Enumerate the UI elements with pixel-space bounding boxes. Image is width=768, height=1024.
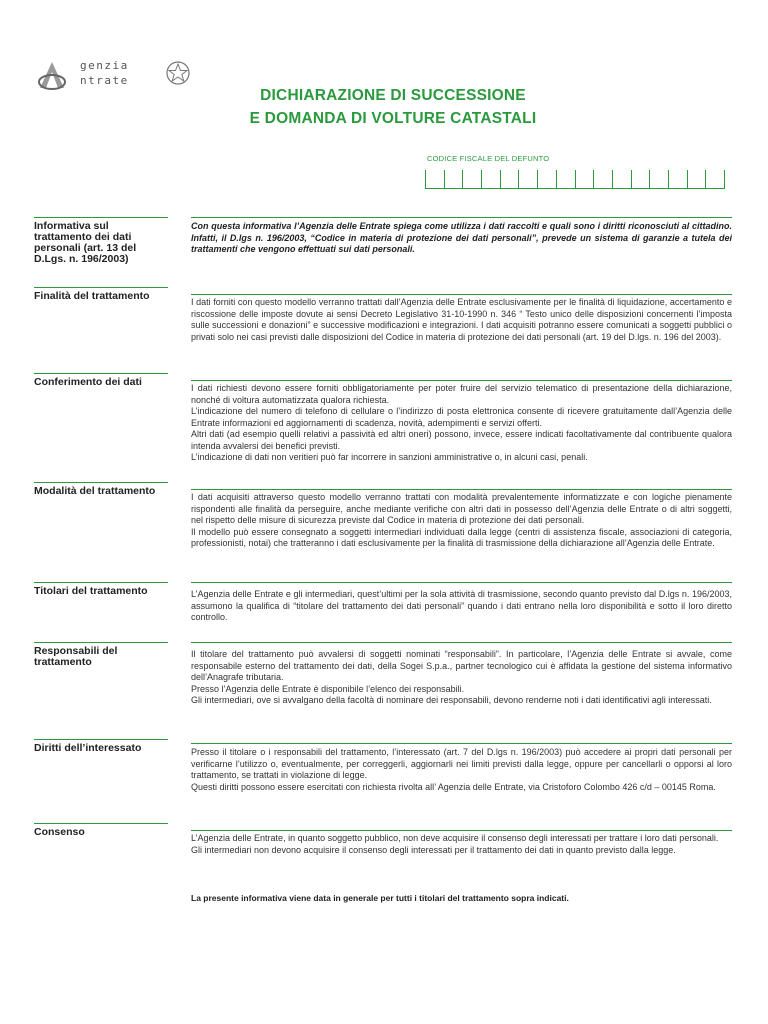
codice-fiscale-char-box[interactable] <box>500 170 519 188</box>
section-divider-left <box>34 287 168 288</box>
section-divider-right <box>191 489 732 490</box>
codice-fiscale-label: CODICE FISCALE DEL DEFUNTO <box>427 154 550 163</box>
section-heading: Diritti dell’interessato <box>34 742 142 754</box>
codice-fiscale-char-box[interactable] <box>518 170 537 188</box>
codice-fiscale-input[interactable] <box>425 170 725 189</box>
section-divider-right <box>191 582 732 583</box>
codice-fiscale-char-box[interactable] <box>649 170 668 188</box>
section-heading: Conferimento dei dati <box>34 376 142 388</box>
section-heading: Consenso <box>34 826 85 838</box>
section-divider-right <box>191 642 732 643</box>
section-divider-left <box>34 739 168 740</box>
codice-fiscale-char-box[interactable] <box>556 170 575 188</box>
section-divider-left <box>34 823 168 824</box>
section-divider-right <box>191 380 732 381</box>
codice-fiscale-char-box[interactable] <box>462 170 481 188</box>
codice-fiscale-char-box[interactable] <box>612 170 631 188</box>
codice-fiscale-char-box[interactable] <box>705 170 725 188</box>
codice-fiscale-char-box[interactable] <box>444 170 463 188</box>
section-paragraph: Presso il titolare o i responsabili del trattamento, l’interessato (art. 7 del D.lgs n. 196/2003) può accedere ai propri dati personali per verificarne l’utilizzo o, eventualmente, per correggerli, aggiornarli nei limiti previsti dalla legge, oppure per cancellarli o opporsi al loro trattamento, se trattati in violazione di legge. <box>191 747 732 780</box>
title-line-2: E DOMANDA DI VOLTURE CATASTALI <box>249 110 537 127</box>
section-body <box>191 589 732 624</box>
section-paragraph: L’indicazione di dati non veritieri può far incorrere in sanzioni amministrative o, in alcuni casi, penali. <box>191 452 588 462</box>
section-divider-left <box>34 642 168 643</box>
codice-fiscale-char-box[interactable] <box>425 170 444 188</box>
section-paragraph: L’indicazione del numero di telefono di cellulare o l’indirizzo di posta elettronica consente di ricevere gratuitamente dall’Agenzia delle Entrate informazioni ed aggiornamenti di scadenza, novità, adempimenti e servizi offerti. <box>191 406 732 428</box>
section-body <box>191 747 732 793</box>
document-title <box>0 84 768 130</box>
title-line-1: DICHIARAZIONE DI SUCCESSIONE <box>260 87 526 104</box>
section-paragraph: Il titolare del trattamento può avvalersi di soggetti nominati “responsabili”. In particolare, l’Agenzia delle Entrate si avvale, come responsabile esterno del trattamento dei dati, della Sogei S.p.a., partner tecnologico cui è affidata la gestione del sistema informativo dell’Anagrafe tributaria. <box>191 649 732 682</box>
republic-seal-icon <box>165 60 191 86</box>
section-paragraph: Il modello può essere consegnato a soggetti intermediari individuati dalla legge (centri di assistenza fiscale, associazioni di categoria, professionisti, notai) che tratteranno i dati esclusivamente per la finalità di trasmissione della dichiarazione all’Agenzia delle Entrate. <box>191 526 732 548</box>
section-paragraph: I dati richiesti devono essere forniti obbligatoriamente per poter fruire del servizio telematico di presentazione della dichiarazione, nonché di voltura automatizzata qualora richiesta. <box>191 383 732 405</box>
section-heading: Modalità del trattamento <box>34 485 156 497</box>
section-body <box>191 383 732 464</box>
section-divider-right <box>191 830 732 831</box>
logo-line-2: ntrate <box>80 74 129 87</box>
section-heading: Informativa sul trattamento dei dati personali (art. 13 del D.Lgs. n. 196/2003) <box>34 220 137 265</box>
section-divider-right <box>191 294 732 295</box>
codice-fiscale-char-box[interactable] <box>593 170 612 188</box>
section-divider-right <box>191 217 732 218</box>
section-divider-left <box>34 373 168 374</box>
section-paragraph: Presso l’Agenzia delle Entrate è disponibile l’elenco dei responsabili. <box>191 683 465 694</box>
section-divider-left <box>34 217 168 218</box>
section-paragraph: I dati acquisiti attraverso questo modello verranno trattati con modalità prevalentemente informatizzate e con logiche pienamente rispondenti alle finalità da perseguire, anche mediante verifiche con altri dati in possesso dell’Agenzia delle Entrate o di altri soggetti, nel rispetto delle misure di sicurezza previste dal Codice in materia di protezione dei dati personali. <box>191 492 732 525</box>
section-body <box>191 649 732 707</box>
section-heading: Titolari del trattamento <box>34 585 148 597</box>
section-paragraph: L’Agenzia delle Entrate e gli intermediari, quest’ultimi per la sola attività di trasmissione, secondo quanto previsto dal D.lgs n. 196/2003, assumono la qualifica di “titolare del trattamento dei dati personali” quando i dati entrano nella loro disponibilità e sotto il loro diretto controllo. <box>191 589 732 622</box>
section-body <box>191 492 732 550</box>
codice-fiscale-char-box[interactable] <box>631 170 650 188</box>
section-paragraph: I dati forniti con questo modello verranno trattati dall’Agenzia delle Entrate esclusivamente per le finalità di liquidazione, accertamento e riscossione delle imposte dovute ai sensi Decreto Legislativo 31-10-1990 n. 346 “ Testo unico delle disposizioni concernenti l’imposta sulle successioni e donazioni” e successive modificazioni e integrazioni. I dati acquisiti potranno essere comunicati a soggetti pubblici o privati solo nei casi previsti dalle disposizioni del Codice in materia di protezione dei dati personali (art. 19 del D.lgs. n. 196 del 2003). <box>191 297 732 342</box>
section-divider-left <box>34 582 168 583</box>
codice-fiscale-char-box[interactable] <box>668 170 687 188</box>
closing-note: La presente informativa viene data in generale per tutti i titolari del trattamento sopra indicati. <box>191 893 569 903</box>
codice-fiscale-char-box[interactable] <box>481 170 500 188</box>
section-paragraph: Gli intermediari, ove si avvalgano della facoltà di nominare dei responsabili, devono renderne noti i dati identificativi agli interessati. <box>191 695 712 705</box>
codice-fiscale-char-box[interactable] <box>575 170 594 188</box>
section-paragraph: Con questa informativa l’Agenzia delle Entrate spiega come utilizza i dati raccolti e quali sono i diritti riconosciuti al cittadino. Infatti, il D.lgs n. 196/2003, “Codice in materia di protezione dei dati personali”, prevede un sistema di garanzie a tutela dei trattamenti che vengono effettuati sui dati personali. <box>191 221 732 254</box>
logo-line-1: genzia <box>80 59 129 72</box>
section-paragraph: Altri dati (ad esempio quelli relativi a passività ed altri oneri) possono, invece, essere indicati facoltativamente dal contribuente qualora intenda avvalersi dei benefici previsti. <box>191 429 732 451</box>
section-body <box>191 221 732 256</box>
section-divider-right <box>191 743 732 744</box>
section-body <box>191 297 732 343</box>
section-divider-left <box>34 482 168 483</box>
section-paragraph: Gli intermediari non devono acquisire il consenso degli interessati per il trattamento dei dati in quanto previsto dalla legge. <box>191 844 676 855</box>
section-heading: Finalità del trattamento <box>34 290 150 302</box>
codice-fiscale-char-box[interactable] <box>537 170 556 188</box>
section-paragraph: L’Agenzia delle Entrate, in quanto soggetto pubblico, non deve acquisire il consenso degli interessati per trattare i loro dati personali. <box>191 833 719 843</box>
section-body <box>191 833 732 856</box>
codice-fiscale-char-box[interactable] <box>687 170 706 188</box>
section-heading: Responsabili del trattamento <box>34 645 118 668</box>
section-paragraph: Questi diritti possono essere esercitati con richiesta rivolta all’ Agenzia delle Entrate, via Cristoforo Colombo 426 c/d – 00145 Roma. <box>191 781 716 792</box>
